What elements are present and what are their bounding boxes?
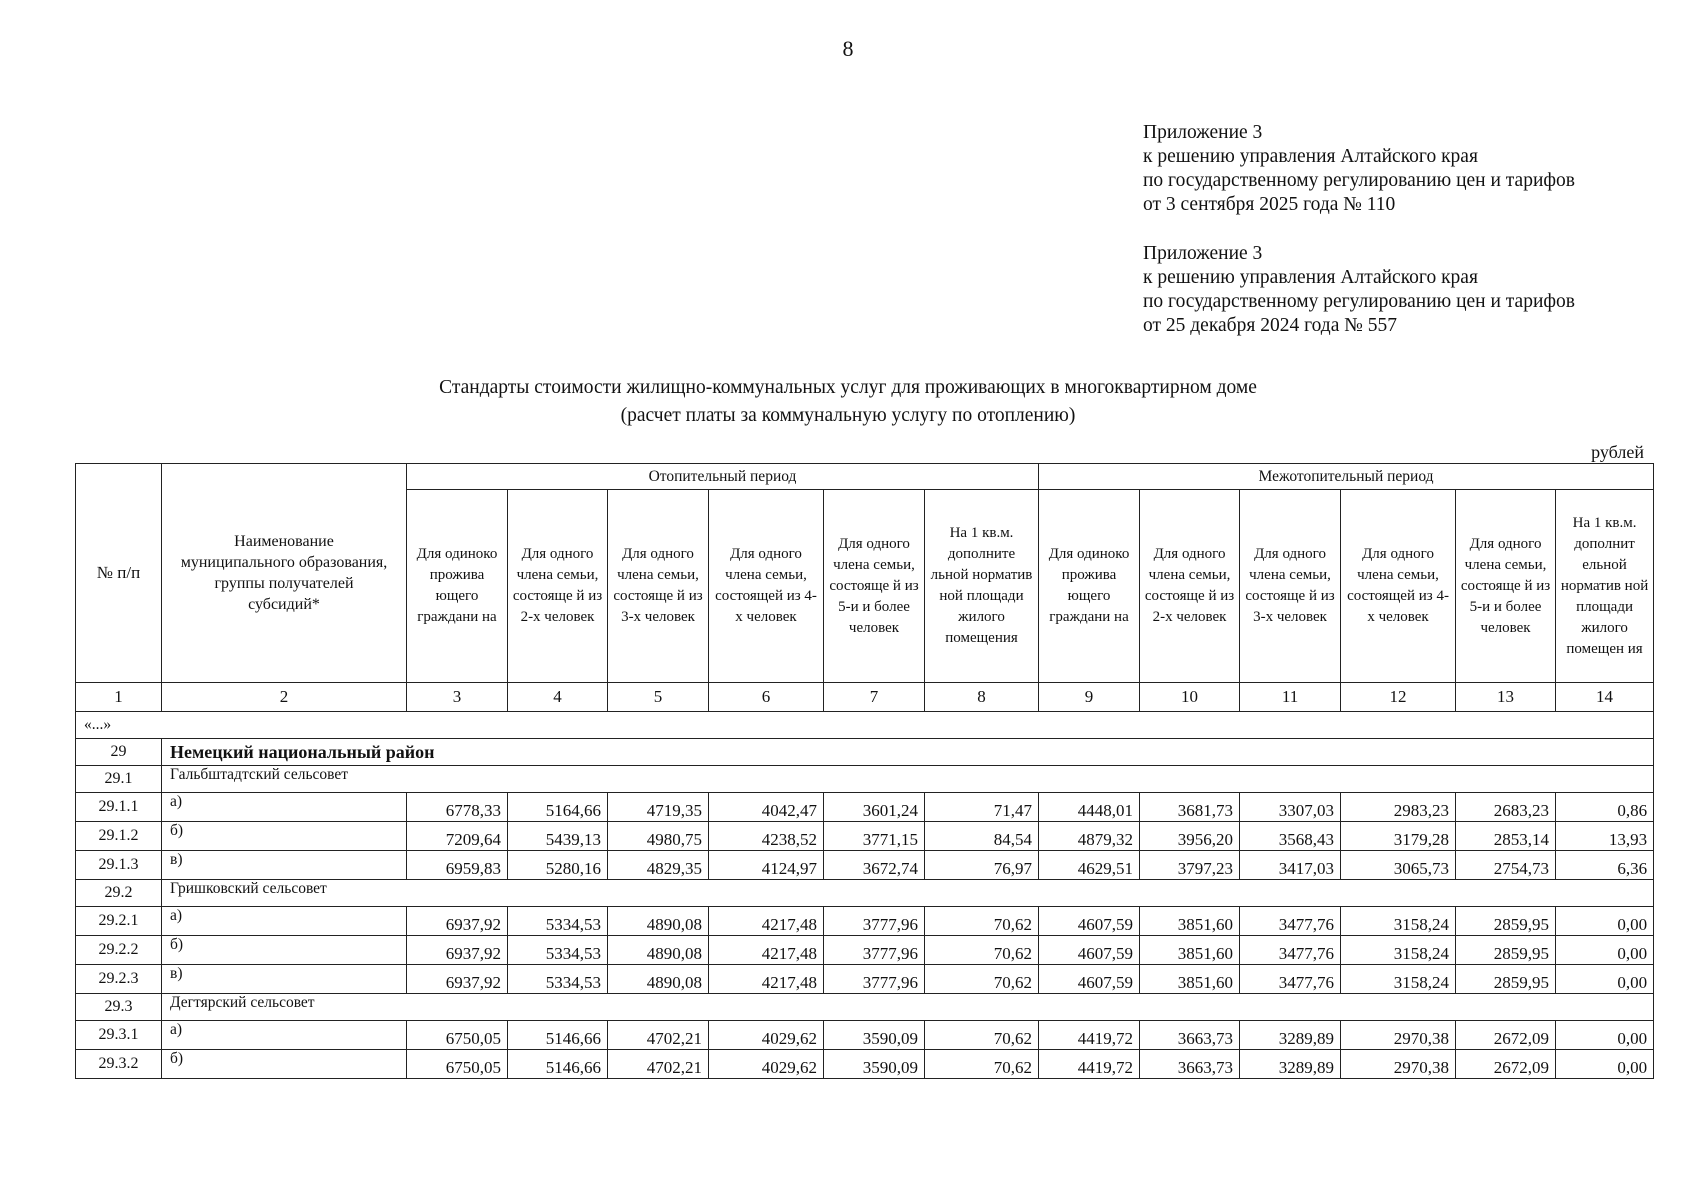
value-cell: 2859,95 — [1456, 907, 1556, 936]
column-number: 14 — [1556, 683, 1654, 712]
value-cell: 7209,64 — [407, 822, 508, 851]
appendix-line: от 3 сентября 2025 года № 110 — [1143, 194, 1396, 215]
value-cell: 3956,20 — [1140, 822, 1240, 851]
value-cell: 3477,76 — [1240, 936, 1341, 965]
value-cell: 3179,28 — [1341, 822, 1456, 851]
value-cell: 5146,66 — [508, 1050, 608, 1079]
appendix-note-current — [1143, 121, 1663, 217]
value-cell: 6750,05 — [407, 1050, 508, 1079]
value-cell: 4238,52 — [709, 822, 824, 851]
row-number: 29.1 — [76, 766, 162, 793]
recipient-group: а) — [162, 1021, 407, 1050]
value-cell: 4029,62 — [709, 1021, 824, 1050]
value-cell: 4217,48 — [709, 936, 824, 965]
value-cell: 4607,59 — [1039, 936, 1140, 965]
value-cell: 2859,95 — [1456, 965, 1556, 994]
value-cell: 3797,23 — [1140, 851, 1240, 880]
column-number: 6 — [709, 683, 824, 712]
value-cell: 3158,24 — [1341, 936, 1456, 965]
council-row — [76, 880, 1654, 907]
council-name: Гальбштадтский сельсовет — [162, 766, 1654, 793]
value-cell: 6750,05 — [407, 1021, 508, 1050]
units-label: рублей — [1591, 442, 1644, 462]
district-row — [76, 739, 1654, 766]
value-cell: 2983,23 — [1341, 793, 1456, 822]
value-cell: 3601,24 — [824, 793, 925, 822]
row-number: 29.3.2 — [76, 1050, 162, 1079]
value-cell: 3417,03 — [1240, 851, 1341, 880]
value-cell: 6937,92 — [407, 936, 508, 965]
value-cell: 3158,24 — [1341, 965, 1456, 994]
table-row — [76, 907, 1654, 936]
value-cell: 5280,16 — [508, 851, 608, 880]
value-cell: 6,36 — [1556, 851, 1654, 880]
appendix-note-previous — [1143, 242, 1663, 338]
value-cell: 76,97 — [925, 851, 1039, 880]
appendix-line: к решению управления Алтайского края — [1143, 267, 1478, 288]
column-number: 10 — [1140, 683, 1240, 712]
value-cell: 70,62 — [925, 965, 1039, 994]
value-cell: 2672,09 — [1456, 1050, 1556, 1079]
value-cell: 6778,33 — [407, 793, 508, 822]
value-cell: 4890,08 — [608, 936, 709, 965]
value-cell: 2853,14 — [1456, 822, 1556, 851]
value-cell: 2683,23 — [1456, 793, 1556, 822]
column-number: 12 — [1341, 683, 1456, 712]
column-number-row — [76, 683, 1654, 712]
value-cell: 2672,09 — [1456, 1021, 1556, 1050]
tariff-table — [75, 463, 1654, 1079]
column-number: 7 — [824, 683, 925, 712]
header-heating-period: Отопительный период — [407, 464, 1039, 490]
table-row — [76, 936, 1654, 965]
header-non-heating-col: На 1 кв.м. дополнит ельной норматив ной площади жилого помещен ия — [1556, 490, 1654, 683]
value-cell: 0,00 — [1556, 936, 1654, 965]
value-cell: 3771,15 — [824, 822, 925, 851]
header-name: Наименование муниципального образования, группы получателей субсидий* — [162, 464, 407, 683]
column-number: 13 — [1456, 683, 1556, 712]
recipient-group: в) — [162, 965, 407, 994]
value-cell: 4980,75 — [608, 822, 709, 851]
column-number: 3 — [407, 683, 508, 712]
value-cell: 3777,96 — [824, 965, 925, 994]
value-cell: 4702,21 — [608, 1050, 709, 1079]
header-heating-col: На 1 кв.м. дополните льной норматив ной площади жилого помещения — [925, 490, 1039, 683]
recipient-group: б) — [162, 936, 407, 965]
value-cell: 0,86 — [1556, 793, 1654, 822]
appendix-line: к решению управления Алтайского края — [1143, 146, 1478, 167]
column-number: 9 — [1039, 683, 1140, 712]
row-number: 29.1.1 — [76, 793, 162, 822]
header-non-heating-col: Для одного члена семьи, состоящей из 4-х человек — [1341, 490, 1456, 683]
value-cell: 5439,13 — [508, 822, 608, 851]
value-cell: 0,00 — [1556, 965, 1654, 994]
value-cell: 70,62 — [925, 936, 1039, 965]
council-name: Гришковский сельсовет — [162, 880, 1654, 907]
value-cell: 3158,24 — [1341, 907, 1456, 936]
row-number: 29.2 — [76, 880, 162, 907]
value-cell: 3681,73 — [1140, 793, 1240, 822]
value-cell: 3307,03 — [1240, 793, 1341, 822]
value-cell: 3568,43 — [1240, 822, 1341, 851]
table-row — [76, 793, 1654, 822]
row-number: 29 — [76, 739, 162, 766]
value-cell: 4607,59 — [1039, 965, 1140, 994]
value-cell: 3289,89 — [1240, 1021, 1341, 1050]
value-cell: 4629,51 — [1039, 851, 1140, 880]
value-cell: 4448,01 — [1039, 793, 1140, 822]
value-cell: 4217,48 — [709, 965, 824, 994]
header-heating-col: Для одного члена семьи, состояще й из 5-и и более человек — [824, 490, 925, 683]
value-cell: 3477,76 — [1240, 965, 1341, 994]
value-cell: 4124,97 — [709, 851, 824, 880]
value-cell: 3477,76 — [1240, 907, 1341, 936]
value-cell: 3590,09 — [824, 1021, 925, 1050]
column-number: 11 — [1240, 683, 1341, 712]
appendix-line: Приложение 3 — [1143, 122, 1263, 143]
row-number: 29.1.3 — [76, 851, 162, 880]
title-line-2: (расчет платы за коммунальную услугу по отоплению) — [620, 405, 1076, 426]
value-cell: 3065,73 — [1341, 851, 1456, 880]
row-number: 29.2.3 — [76, 965, 162, 994]
recipient-group: в) — [162, 851, 407, 880]
value-cell: 3289,89 — [1240, 1050, 1341, 1079]
value-cell: 5164,66 — [508, 793, 608, 822]
value-cell: 4879,32 — [1039, 822, 1140, 851]
value-cell: 4890,08 — [608, 965, 709, 994]
column-number: 1 — [76, 683, 162, 712]
header-non-heating-col: Для одного члена семьи, состояще й из 3-х человек — [1240, 490, 1341, 683]
appendix-line: от 25 декабря 2024 года № 557 — [1143, 315, 1397, 336]
table-row — [76, 851, 1654, 880]
recipient-group: б) — [162, 822, 407, 851]
ellipsis-text: «...» — [76, 712, 1654, 739]
row-number: 29.3.1 — [76, 1021, 162, 1050]
value-cell: 4419,72 — [1039, 1050, 1140, 1079]
value-cell: 71,47 — [925, 793, 1039, 822]
header-heating-col: Для одного члена семьи, состоящей из 4-х человек — [709, 490, 824, 683]
column-number: 8 — [925, 683, 1039, 712]
council-name: Дегтярский сельсовет — [162, 994, 1654, 1021]
header-no: № п/п — [76, 464, 162, 683]
value-cell: 84,54 — [925, 822, 1039, 851]
column-number: 2 — [162, 683, 407, 712]
value-cell: 3851,60 — [1140, 936, 1240, 965]
ellipsis-row — [76, 712, 1654, 739]
district-name: Немецкий национальный район — [162, 739, 1654, 766]
value-cell: 5334,53 — [508, 936, 608, 965]
appendix-line: Приложение 3 — [1143, 243, 1263, 264]
value-cell: 4702,21 — [608, 1021, 709, 1050]
recipient-group: а) — [162, 793, 407, 822]
row-number: 29.2.1 — [76, 907, 162, 936]
column-number: 4 — [508, 683, 608, 712]
header-non-heating-period: Межотопительный период — [1039, 464, 1654, 490]
row-number: 29.3 — [76, 994, 162, 1021]
value-cell: 0,00 — [1556, 907, 1654, 936]
table-row — [76, 965, 1654, 994]
recipient-group: а) — [162, 907, 407, 936]
value-cell: 6959,83 — [407, 851, 508, 880]
value-cell: 3663,73 — [1140, 1021, 1240, 1050]
value-cell: 4607,59 — [1039, 907, 1140, 936]
value-cell: 2754,73 — [1456, 851, 1556, 880]
value-cell: 4029,62 — [709, 1050, 824, 1079]
header-heating-col: Для одиноко прожива ющего граждани на — [407, 490, 508, 683]
value-cell: 3777,96 — [824, 907, 925, 936]
value-cell: 4042,47 — [709, 793, 824, 822]
value-cell: 5334,53 — [508, 907, 608, 936]
header-heating-col: Для одного члена семьи, состояще й из 2-х человек — [508, 490, 608, 683]
document-title — [0, 374, 1696, 430]
row-number: 29.1.2 — [76, 822, 162, 851]
value-cell: 70,62 — [925, 1050, 1039, 1079]
value-cell: 70,62 — [925, 1021, 1039, 1050]
value-cell: 3590,09 — [824, 1050, 925, 1079]
page-number: 8 — [842, 36, 854, 61]
column-number: 5 — [608, 683, 709, 712]
value-cell: 3851,60 — [1140, 965, 1240, 994]
appendix-line: по государственному регулированию цен и тарифов — [1143, 291, 1575, 312]
recipient-group: б) — [162, 1050, 407, 1079]
value-cell: 4419,72 — [1039, 1021, 1140, 1050]
value-cell: 0,00 — [1556, 1021, 1654, 1050]
table-row — [76, 1021, 1654, 1050]
header-non-heating-col: Для одного члена семьи, состояще й из 2-х человек — [1140, 490, 1240, 683]
value-cell: 4719,35 — [608, 793, 709, 822]
value-cell: 4217,48 — [709, 907, 824, 936]
value-cell: 2970,38 — [1341, 1021, 1456, 1050]
value-cell: 13,93 — [1556, 822, 1654, 851]
council-row — [76, 994, 1654, 1021]
council-row — [76, 766, 1654, 793]
value-cell: 3777,96 — [824, 936, 925, 965]
value-cell: 5334,53 — [508, 965, 608, 994]
appendix-line: по государственному регулированию цен и тарифов — [1143, 170, 1575, 191]
value-cell: 2970,38 — [1341, 1050, 1456, 1079]
value-cell: 3663,73 — [1140, 1050, 1240, 1079]
header-non-heating-col: Для одного члена семьи, состояще й из 5-и и более человек — [1456, 490, 1556, 683]
table-row — [76, 822, 1654, 851]
value-cell: 0,00 — [1556, 1050, 1654, 1079]
header-heating-col: Для одного члена семьи, состояще й из 3-х человек — [608, 490, 709, 683]
value-cell: 3672,74 — [824, 851, 925, 880]
value-cell: 6937,92 — [407, 965, 508, 994]
value-cell: 4829,35 — [608, 851, 709, 880]
table-row — [76, 1050, 1654, 1079]
value-cell: 6937,92 — [407, 907, 508, 936]
value-cell: 4890,08 — [608, 907, 709, 936]
header-non-heating-col: Для одиноко прожива ющего граждани на — [1039, 490, 1140, 683]
value-cell: 3851,60 — [1140, 907, 1240, 936]
title-line-1: Стандарты стоимости жилищно-коммунальных услуг для проживающих в многоквартирном доме — [439, 377, 1257, 398]
value-cell: 2859,95 — [1456, 936, 1556, 965]
value-cell: 70,62 — [925, 907, 1039, 936]
value-cell: 5146,66 — [508, 1021, 608, 1050]
row-number: 29.2.2 — [76, 936, 162, 965]
